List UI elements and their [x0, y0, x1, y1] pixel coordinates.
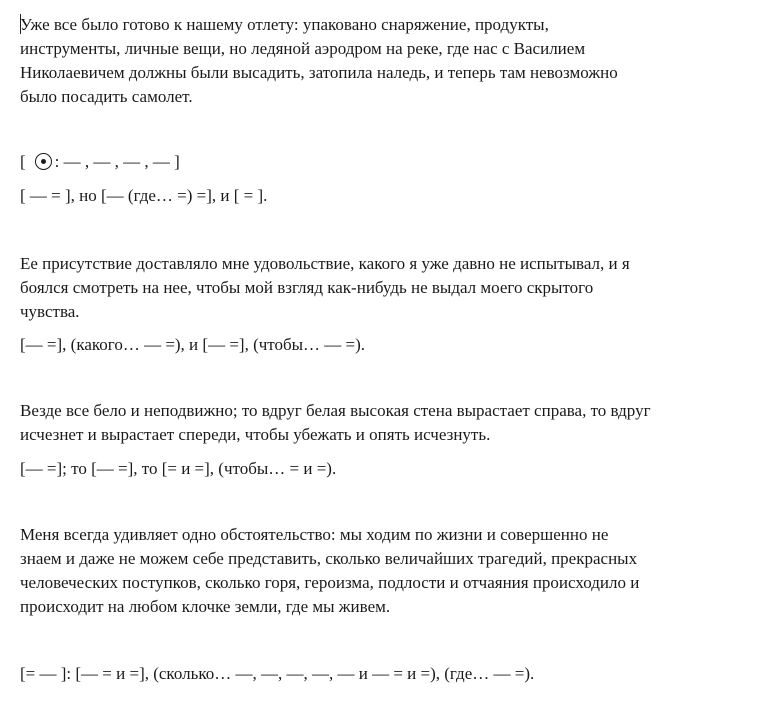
scheme-part: [ — [20, 152, 26, 171]
paragraph-line: боялся смотреть на нее, чтобы мой взгляд как-нибудь не выдал моего скрытого — [20, 278, 594, 297]
paragraph-line: инструменты, личные вещи, но ледяной аэродром на реке, где нас с Василием — [20, 39, 586, 58]
paragraph-3 — [20, 399, 740, 447]
paragraph-line: исчезнет и вырастает спереди, чтобы убежать и опять исчезнуть. — [20, 425, 491, 444]
paragraph-line: Меня всегда удивляет одно обстоятельство: мы ходим по жизни и совершенно не — [20, 525, 609, 544]
sentence-scheme-2: [— =], (какого… — =), и [— =], (чтобы… — =). — [20, 335, 366, 354]
paragraph-line: знаем и даже не можем себе представить, сколько величайших трагедий, прекрасных — [20, 549, 638, 568]
paragraph-line: чувства. — [20, 302, 80, 321]
paragraph-2 — [20, 252, 740, 324]
paragraph-1 — [20, 13, 740, 109]
paragraph-line: было посадить самолет. — [20, 87, 193, 106]
sentence-scheme-1a — [20, 150, 180, 174]
sentence-scheme-3: [— =]; то [— =], то [= и =], (чтобы… = и =). — [20, 459, 337, 478]
paragraph-line: Николаевичем должны были высадить, затопила наледь, и теперь там невозможно — [20, 63, 618, 82]
scheme-part: : — , — , — , — ] — [54, 152, 180, 171]
sentence-scheme-1b: [ — = ], но [— (где… =) =], и [ = ]. — [20, 186, 268, 205]
paragraph-line: происходит на любом клочке земли, где мы живем. — [20, 597, 391, 616]
paragraph-4 — [20, 523, 740, 619]
circled-dot-icon — [35, 153, 52, 170]
paragraph-line: Ее присутствие доставляло мне удовольствие, какого я уже давно не испытывал, и я — [20, 254, 630, 273]
paragraph-line: Везде все бело и неподвижно; то вдруг белая высокая стена вырастает справа, то вдруг — [20, 401, 651, 420]
paragraph-line: человеческих поступков, сколько горя, героизма, подлости и отчаяния происходило и — [20, 573, 640, 592]
paragraph-line: Уже все было готово к нашему отлету: упаковано снаряжение, продукты, — [20, 15, 549, 34]
sentence-scheme-4: [= — ]: [— = и =], (сколько… —, —, —, —, — и — = и =), (где… — =). — [20, 664, 535, 683]
